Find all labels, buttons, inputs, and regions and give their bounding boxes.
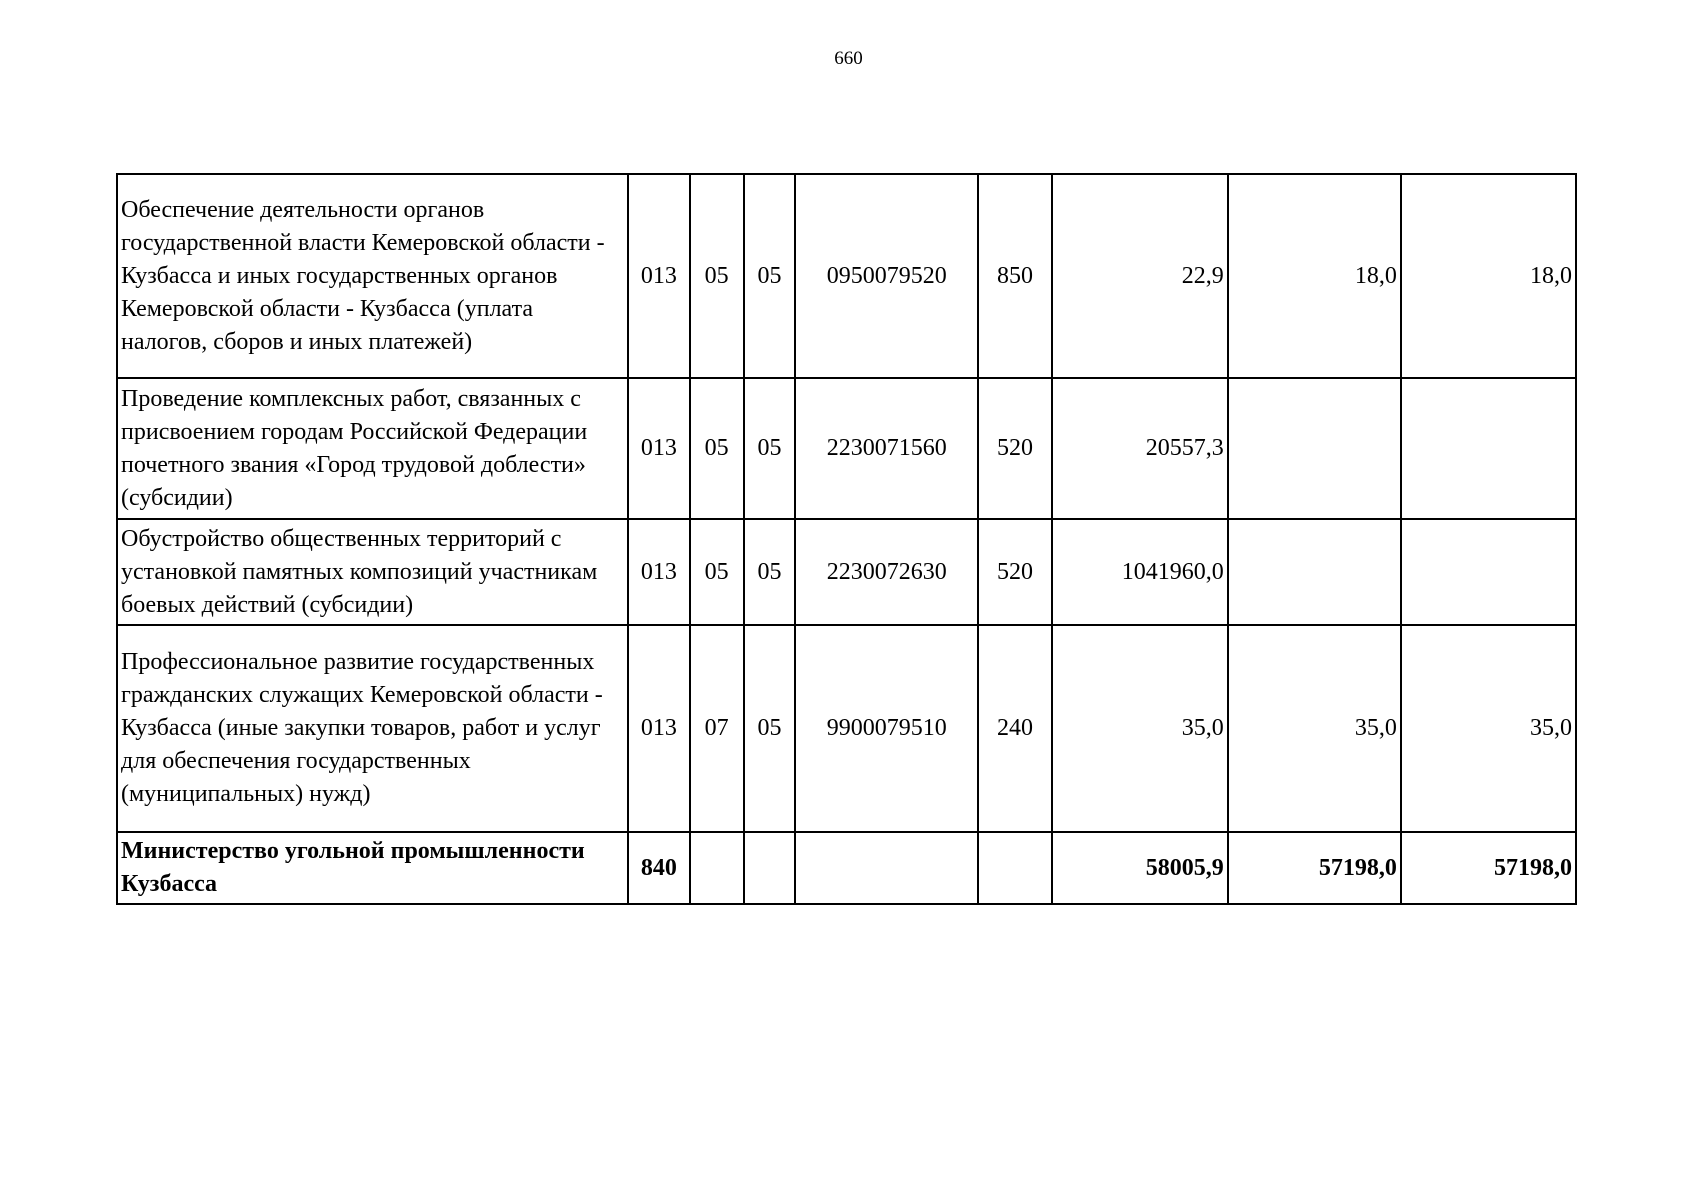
total-description: Министерство угольной промышленности Кузбасса [117, 832, 628, 904]
budget-table [116, 173, 1577, 905]
amount-year-2 [1228, 519, 1401, 625]
expense-type-code: 850 [978, 174, 1051, 378]
total-ministry-code: 840 [628, 832, 689, 904]
subsection-code: 05 [744, 519, 795, 625]
amount-year-1: 20557,3 [1052, 378, 1228, 519]
total-section-code [690, 832, 744, 904]
total-target-article-code [795, 832, 978, 904]
section-code: 05 [690, 519, 744, 625]
target-article-code: 0950079520 [795, 174, 978, 378]
ministry-code: 013 [628, 625, 689, 832]
amount-year-1: 35,0 [1052, 625, 1228, 832]
amount-year-1: 1041960,0 [1052, 519, 1228, 625]
table-row [117, 378, 1576, 519]
target-article-code: 9900079510 [795, 625, 978, 832]
amount-year-3: 18,0 [1401, 174, 1576, 378]
amount-year-2: 18,0 [1228, 174, 1401, 378]
expense-type-code: 520 [978, 519, 1051, 625]
amount-year-1: 22,9 [1052, 174, 1228, 378]
subsection-code: 05 [744, 174, 795, 378]
amount-year-3 [1401, 378, 1576, 519]
table-row [117, 174, 1576, 378]
total-amount-year-1: 58005,9 [1052, 832, 1228, 904]
amount-year-2: 35,0 [1228, 625, 1401, 832]
amount-year-2 [1228, 378, 1401, 519]
total-expense-type-code [978, 832, 1051, 904]
target-article-code: 2230071560 [795, 378, 978, 519]
target-article-code: 2230072630 [795, 519, 978, 625]
amount-year-3 [1401, 519, 1576, 625]
total-amount-year-2: 57198,0 [1228, 832, 1401, 904]
ministry-code: 013 [628, 519, 689, 625]
row-description: Обустройство общественных территорий с установкой памятных композиций участникам боевых действий (субсидии) [117, 519, 628, 625]
amount-year-3: 35,0 [1401, 625, 1576, 832]
page-number: 660 [834, 48, 863, 69]
row-description: Профессиональное развитие государственных гражданских служащих Кемеровской области - Кузбасса (иные закупки товаров, работ и услуг для обеспечения государственных (муниципальных) нужд) [117, 625, 628, 832]
table-row [117, 519, 1576, 625]
table-row [117, 625, 1576, 832]
total-subsection-code [744, 832, 795, 904]
section-code: 05 [690, 378, 744, 519]
ministry-code: 013 [628, 378, 689, 519]
section-code: 05 [690, 174, 744, 378]
total-amount-year-3: 57198,0 [1401, 832, 1576, 904]
row-description: Обеспечение деятельности органов государственной власти Кемеровской области - Кузбасса и иных государственных органов Кемеровской области - Кузбасса (уплата налогов, сборов и иных платежей) [117, 174, 628, 378]
expense-type-code: 520 [978, 378, 1051, 519]
subsection-code: 05 [744, 378, 795, 519]
table-total-row [117, 832, 1576, 904]
row-description: Проведение комплексных работ, связанных с присвоением городам Российской Федерации почетного звания «Город трудовой доблести» (субсидии) [117, 378, 628, 519]
ministry-code: 013 [628, 174, 689, 378]
section-code: 07 [690, 625, 744, 832]
subsection-code: 05 [744, 625, 795, 832]
expense-type-code: 240 [978, 625, 1051, 832]
